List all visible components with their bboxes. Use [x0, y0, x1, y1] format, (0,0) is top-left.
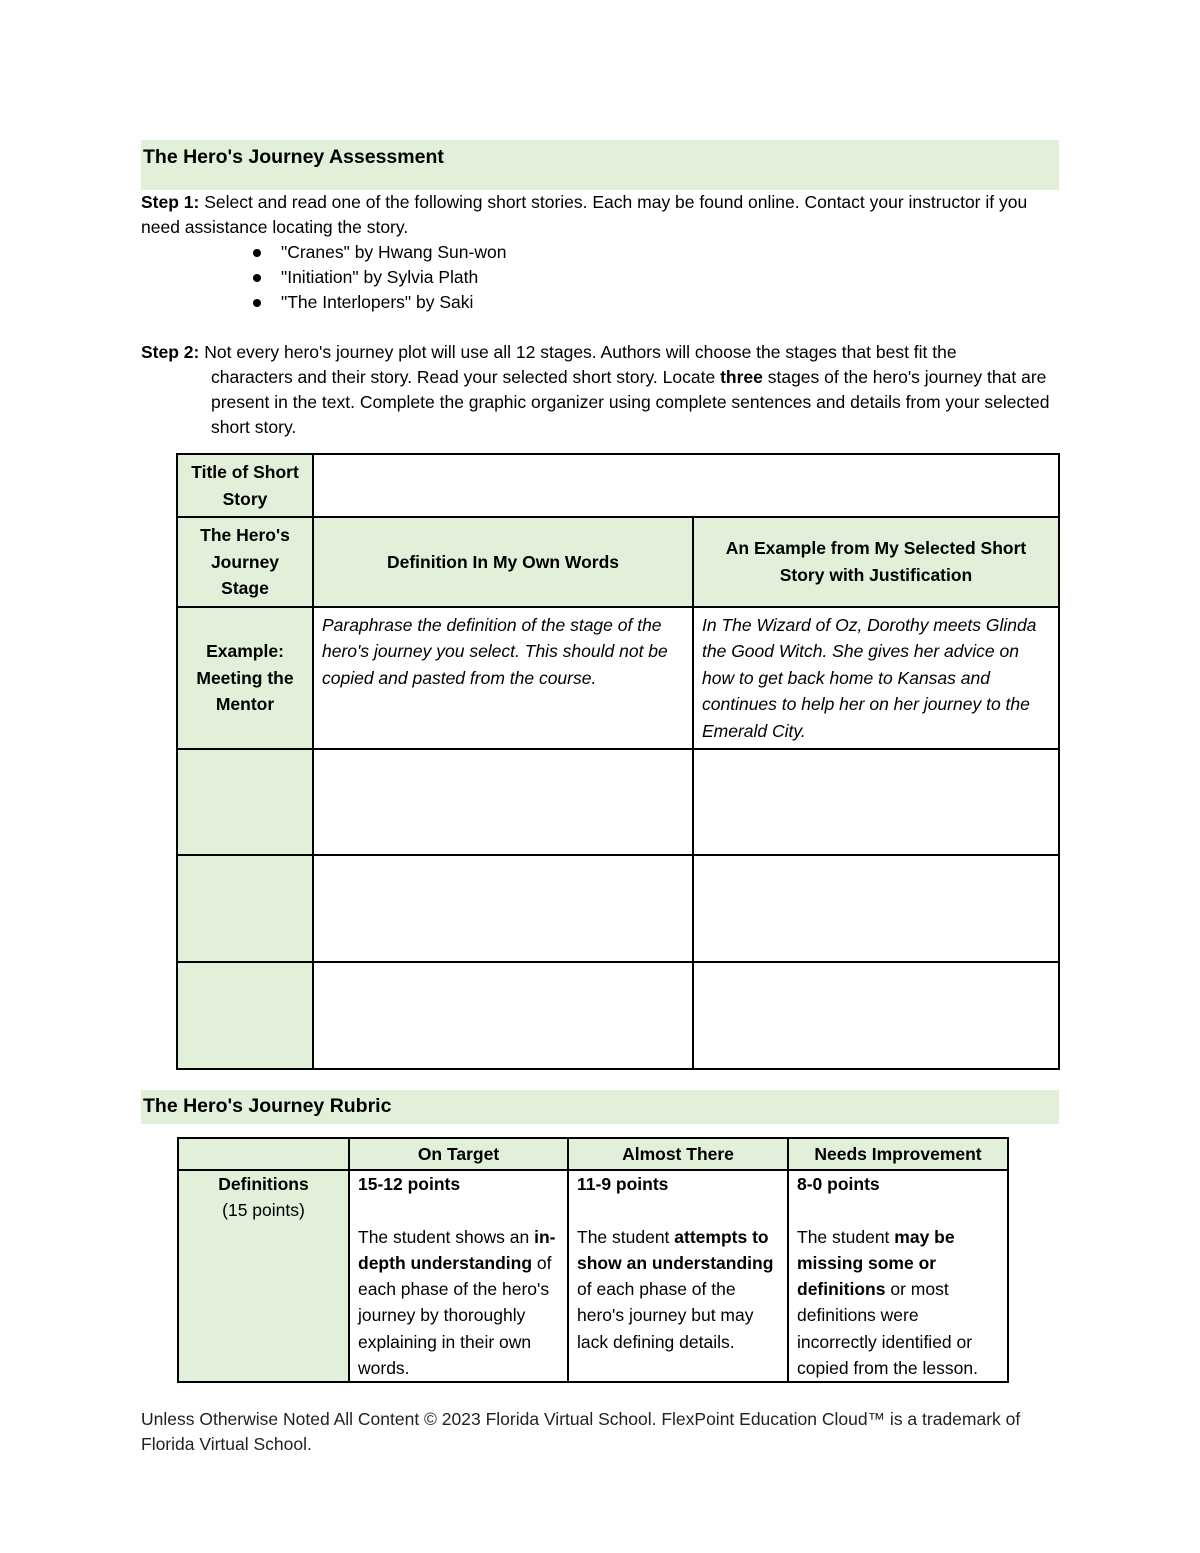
- rubric-title: The Hero's Journey Rubric: [141, 1090, 1059, 1124]
- rubric-almost-there-cell: [568, 1170, 788, 1382]
- page-title: The Hero's Journey Assessment: [141, 140, 1059, 190]
- title-label-cell: Title of Short Story: [177, 454, 313, 517]
- step-2-continued: [141, 365, 1059, 440]
- example-input-cell-2[interactable]: [693, 855, 1059, 962]
- rubric-corner-cell: [178, 1138, 349, 1170]
- almost-there-text-bold: attempts to show an understanding: [577, 1226, 774, 1273]
- almost-there-text-a: The student: [577, 1226, 670, 1247]
- step-2-bold-three: three: [720, 367, 763, 387]
- step-2-text-a: Not every hero's journey plot will use all 12 stages. Authors will choose the stages that best fit the: [204, 342, 957, 362]
- example-input-cell-1[interactable]: [693, 749, 1059, 855]
- rubric-header-almost-there: Almost There: [568, 1138, 788, 1170]
- list-item: "The Interlopers" by Saki: [253, 290, 1059, 315]
- needs-improvement-text-bold: may be missing some or definitions: [797, 1226, 955, 1300]
- needs-improvement-text-a: The student: [797, 1226, 890, 1247]
- rubric-needs-improvement-cell: [788, 1170, 1008, 1382]
- needs-improvement-points: 8-0 points: [797, 1174, 880, 1194]
- needs-improvement-text-c: or most definitions were incorrectly identified or copied from the lesson.: [797, 1279, 978, 1379]
- step-1-text: Select and read one of the following short stories. Each may be found online. Contact your instructor if you need assistance locating the story.: [141, 192, 1028, 237]
- document-page: [141, 140, 1059, 440]
- definition-input-cell-1[interactable]: [313, 749, 693, 855]
- almost-there-points: 11-9 points: [577, 1174, 669, 1194]
- stage-input-cell-2[interactable]: [177, 855, 313, 962]
- list-item: "Cranes" by Hwang Sun-won: [253, 240, 1059, 265]
- almost-there-text-c: of each phase of the hero's journey but may lack defining details.: [577, 1279, 754, 1352]
- criterion-points: (15 points): [222, 1200, 305, 1221]
- definition-header: Definition In My Own Words: [313, 517, 693, 607]
- example-stage-cell: Example: Meeting the Mentor: [177, 607, 313, 750]
- stage-header: The Hero's Journey Stage: [177, 517, 313, 607]
- graphic-organizer-table: [176, 453, 1060, 1070]
- example-header: An Example from My Selected Short Story with Justification: [693, 517, 1059, 607]
- stage-input-cell-1[interactable]: [177, 749, 313, 855]
- rubric-criterion-cell: [178, 1170, 349, 1382]
- rubric-header-on-target: On Target: [349, 1138, 568, 1170]
- rubric-header-needs-improvement: Needs Improvement: [788, 1138, 1008, 1170]
- rubric-on-target-cell: [349, 1170, 568, 1382]
- step-2-instructions: [141, 340, 1059, 365]
- example-input-cell-3[interactable]: [693, 962, 1059, 1069]
- rubric-table: [177, 1137, 1009, 1383]
- step-1-label: Step 1:: [141, 192, 200, 212]
- title-input-cell[interactable]: [313, 454, 1059, 517]
- story-list: [141, 240, 1059, 315]
- step-1-instructions: [141, 190, 1059, 240]
- criterion-name: Definitions: [218, 1174, 309, 1194]
- list-item: "Initiation" by Sylvia Plath: [253, 265, 1059, 290]
- step-2-label: Step 2:: [141, 342, 200, 362]
- definition-input-cell-2[interactable]: [313, 855, 693, 962]
- on-target-text-c: of each phase of the hero's journey by thoroughly explaining in their own words.: [358, 1252, 552, 1379]
- on-target-points: 15-12 points: [358, 1174, 461, 1194]
- stage-input-cell-3[interactable]: [177, 962, 313, 1069]
- copyright-footer: Unless Otherwise Noted All Content © 2023 Florida Virtual School. FlexPoint Education Cloud™ is a trademark of Florida Virtual School.: [141, 1409, 1021, 1454]
- example-justification-cell: In The Wizard of Oz, Dorothy meets Glinda the Good Witch. She gives her advice on how to get back home to Kansas and continues to help her on her journey to the Emerald City.: [693, 607, 1059, 750]
- rubric-section: [141, 1090, 1059, 1124]
- step-2-text-c: stages of the hero's journey that are present in the text. Complete the graphic organizer using complete sentences and details from your selected short story.: [211, 367, 1050, 437]
- definition-input-cell-3[interactable]: [313, 962, 693, 1069]
- step-2-text-b: characters and their story. Read your selected short story. Locate: [211, 367, 716, 387]
- example-definition-cell: Paraphrase the definition of the stage of the hero's journey you select. This should not be copied and pasted from the course.: [313, 607, 693, 750]
- on-target-text-a: The student shows an: [358, 1226, 530, 1247]
- on-target-text-bold: in-depth understanding: [358, 1226, 556, 1273]
